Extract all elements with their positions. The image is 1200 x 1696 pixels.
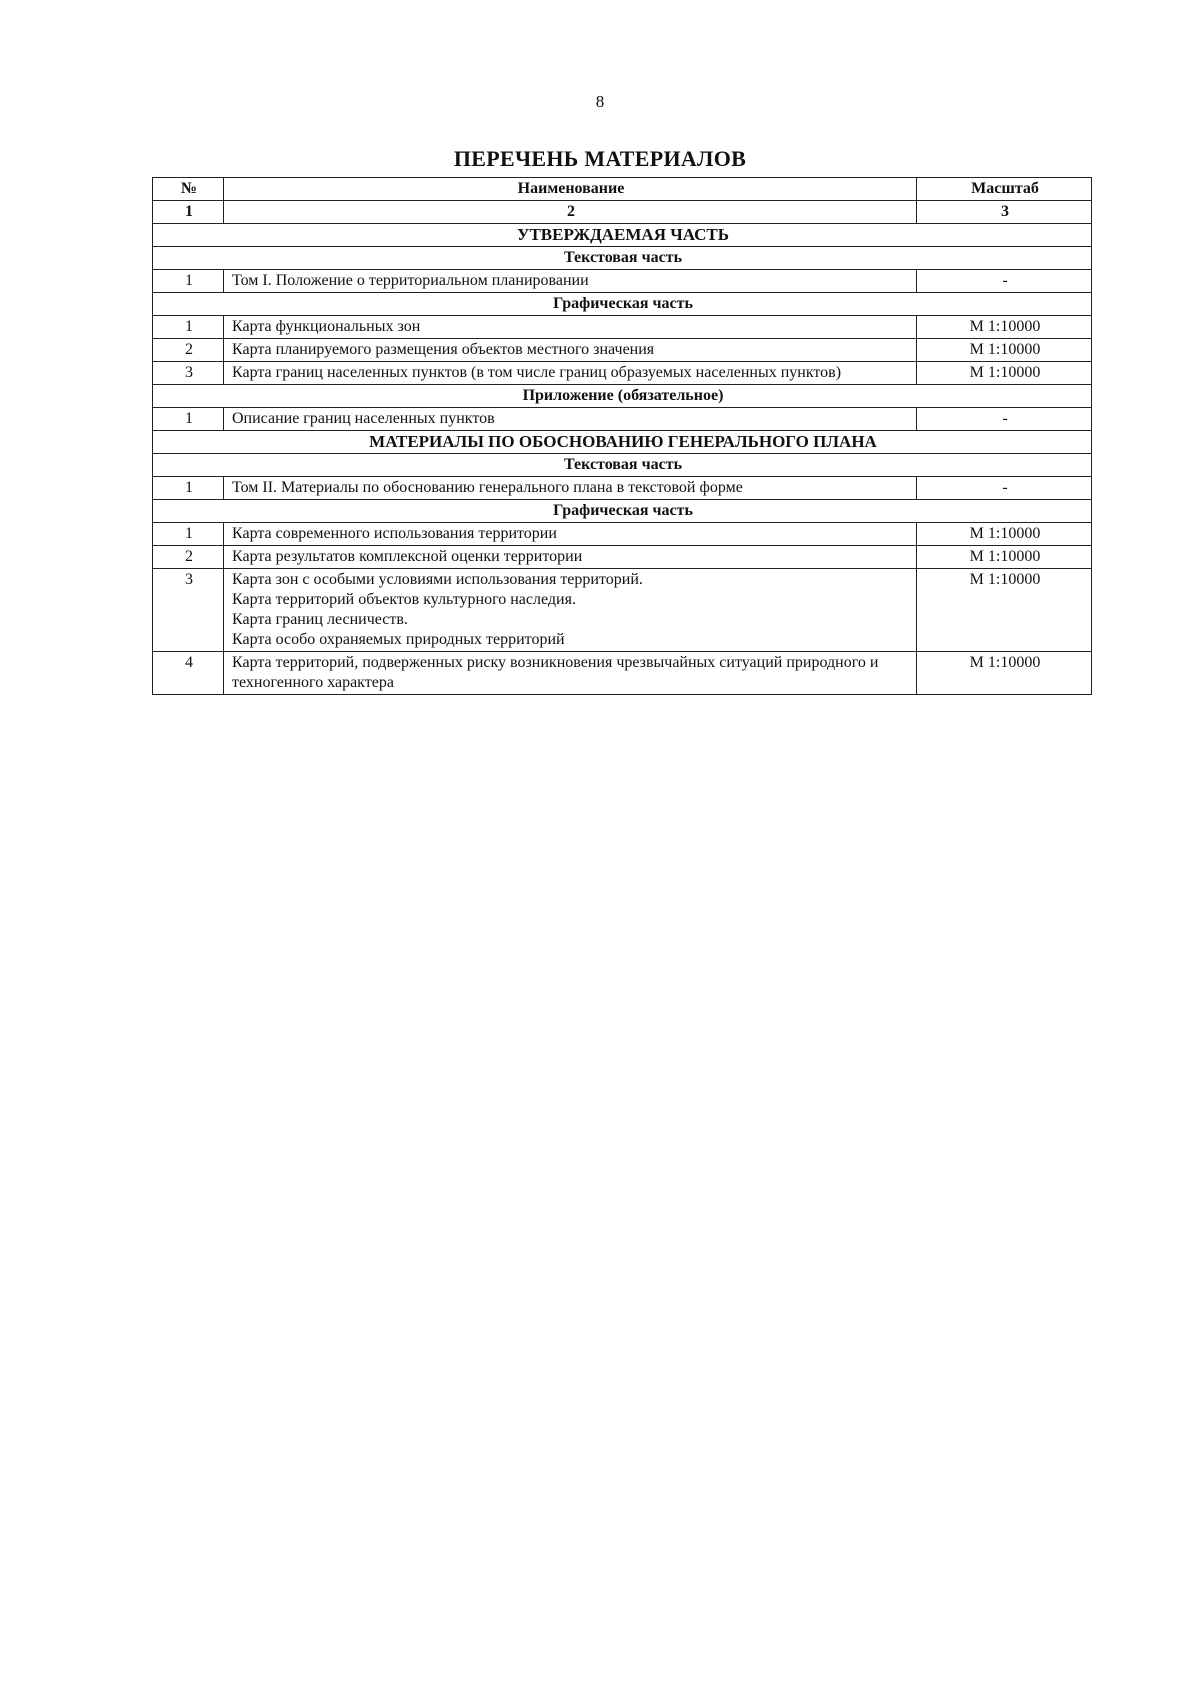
column-number-3: 3 xyxy=(917,201,1092,224)
row-number: 4 xyxy=(153,652,224,695)
row-scale: М 1:10000 xyxy=(917,523,1092,546)
row-number: 3 xyxy=(153,569,224,652)
table-row xyxy=(153,569,1092,652)
row-name-line: Карта функциональных зон xyxy=(232,318,421,335)
table-row xyxy=(153,339,1092,362)
row-number: 1 xyxy=(153,408,224,431)
row-name-line: Карта территорий объектов культурного наследия. xyxy=(232,591,576,608)
row-name xyxy=(224,523,917,546)
row-number: 1 xyxy=(153,316,224,339)
table-body xyxy=(153,224,1092,695)
subsection-title: Графическая часть xyxy=(153,293,1092,316)
header-scale: Масштаб xyxy=(917,178,1092,201)
row-name xyxy=(224,546,917,569)
row-name-line: Том II. Материалы по обоснованию генерального плана в текстовой форме xyxy=(232,479,743,496)
row-name xyxy=(224,339,917,362)
subsection-row xyxy=(153,247,1092,270)
row-scale: - xyxy=(917,270,1092,293)
subsection-title: Приложение (обязательное) xyxy=(153,385,1092,408)
row-name-line: Карта планируемого размещения объектов местного значения xyxy=(232,341,655,358)
table-row xyxy=(153,477,1092,500)
column-number-2: 2 xyxy=(224,201,917,224)
row-scale: М 1:10000 xyxy=(917,362,1092,385)
subsection-row xyxy=(153,293,1092,316)
row-name-line: Карта особо охраняемых природных территорий xyxy=(232,631,565,648)
section-row xyxy=(153,431,1092,454)
table-header-row xyxy=(153,178,1092,201)
materials-table xyxy=(152,177,1092,695)
column-number-1: 1 xyxy=(153,201,224,224)
row-name-line: Карта территорий, подверженных риску возникновения чрезвычайных ситуаций природного и техногенного характера xyxy=(232,654,879,691)
table-row xyxy=(153,523,1092,546)
row-name xyxy=(224,270,917,293)
row-name xyxy=(224,477,917,500)
section-row xyxy=(153,224,1092,247)
subsection-title: Текстовая часть xyxy=(153,454,1092,477)
subsection-row xyxy=(153,500,1092,523)
row-name xyxy=(224,316,917,339)
row-name-line: Описание границ населенных пунктов xyxy=(232,410,495,427)
row-scale: М 1:10000 xyxy=(917,316,1092,339)
subsection-title: Текстовая часть xyxy=(153,247,1092,270)
row-name-line: Том I. Положение о территориальном планировании xyxy=(232,272,589,289)
table-row xyxy=(153,408,1092,431)
row-name xyxy=(224,569,917,652)
table-row xyxy=(153,316,1092,339)
row-number: 3 xyxy=(153,362,224,385)
page-title: ПЕРЕЧЕНЬ МАТЕРИАЛОВ xyxy=(453,146,747,171)
section-title: УТВЕРЖДАЕМАЯ ЧАСТЬ xyxy=(153,224,1092,247)
row-scale: - xyxy=(917,477,1092,500)
row-name-line: Карта границ лесничеств. xyxy=(232,611,408,628)
table-row xyxy=(153,270,1092,293)
row-name-line: Карта границ населенных пунктов (в том числе границ образуемых населенных пунктов) xyxy=(232,364,842,381)
row-scale: М 1:10000 xyxy=(917,546,1092,569)
table-row xyxy=(153,546,1092,569)
row-scale: М 1:10000 xyxy=(917,339,1092,362)
row-number: 1 xyxy=(153,477,224,500)
subsection-row xyxy=(153,385,1092,408)
subsection-title: Графическая часть xyxy=(153,500,1092,523)
row-number: 2 xyxy=(153,339,224,362)
page-number: 8 xyxy=(595,92,605,111)
row-scale: М 1:10000 xyxy=(917,652,1092,695)
section-title: МАТЕРИАЛЫ ПО ОБОСНОВАНИЮ ГЕНЕРАЛЬНОГО ПЛАНА xyxy=(153,431,1092,454)
row-scale: М 1:10000 xyxy=(917,569,1092,652)
column-number-row xyxy=(153,201,1092,224)
header-num: № xyxy=(153,178,224,201)
row-number: 1 xyxy=(153,523,224,546)
row-name xyxy=(224,652,917,695)
row-name xyxy=(224,362,917,385)
row-scale: - xyxy=(917,408,1092,431)
row-number: 1 xyxy=(153,270,224,293)
row-name-line: Карта зон с особыми условиями использования территорий. xyxy=(232,571,643,588)
table-row xyxy=(153,362,1092,385)
subsection-row xyxy=(153,454,1092,477)
row-name xyxy=(224,408,917,431)
row-name-line: Карта результатов комплексной оценки территории xyxy=(232,548,583,565)
table-row xyxy=(153,652,1092,695)
header-name: Наименование xyxy=(224,178,917,201)
row-number: 2 xyxy=(153,546,224,569)
row-name-line: Карта современного использования территории xyxy=(232,525,557,542)
